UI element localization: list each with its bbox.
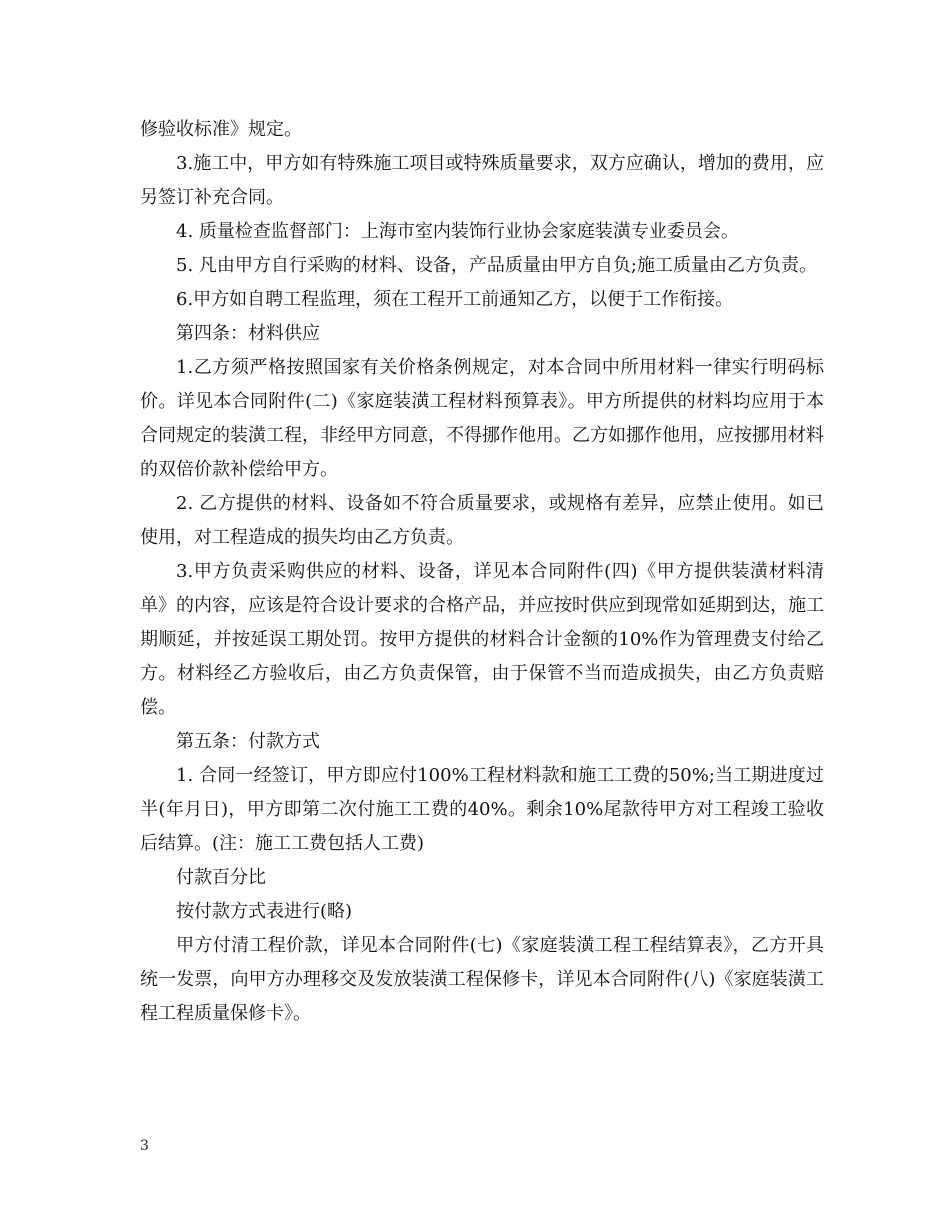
paragraph: 1. 合同一经签订，甲方即应付100%工程材料款和施工工费的50%;当工期进度过半(年月日)，甲方即第二次付施工工费的40%。剩余10%尾款待甲方对工程竣工验收后结算。(注：施工工费包括人工费)	[140, 765, 824, 854]
section-heading: 第四条：材料供应	[176, 323, 320, 344]
paragraph: 4. 质量检查监督部门：上海市室内装饰行业协会家庭装潢专业委员会。	[176, 221, 739, 242]
paragraph: 5. 凡由甲方自行采购的材料、设备，产品质量由甲方自负;施工质量由乙方负责。	[176, 255, 817, 276]
paragraph: 6.甲方如自聘工程监理，须在工程开工前通知乙方，以便于工作衔接。	[176, 289, 734, 310]
paragraph: 修验收标准》规定。	[140, 119, 302, 140]
paragraph: 3.甲方负责采购供应的材料、设备，详见本合同附件(四)《甲方提供装潢材料清单》的内容，应该是符合设计要求的合格产品，并应按时供应到现常如延期到达，施工期顺延，并按延误工期处罚。按甲方提供的材料合计金额的10%作为管理费支付给乙方。材料经乙方验收后，由乙方负责保管，由于保管不当而造成损失，由乙方负责赔偿。	[140, 561, 824, 718]
paragraph: 付款百分比	[176, 867, 266, 888]
page-number: 3	[140, 1138, 149, 1154]
document-body	[140, 113, 824, 1031]
paragraph: 3.施工中，甲方如有特殊施工项目或特殊质量要求，双方应确认，增加的费用，应另签订补充合同。	[140, 153, 824, 208]
paragraph: 甲方付清工程价款，详见本合同附件(七)《家庭装潢工程工程结算表》，乙方开具统一发票，向甲方办理移交及发放装潢工程保修卡，详见本合同附件(八)《家庭装潢工程工程质量保修卡》。	[140, 935, 824, 1024]
section-heading: 第五条：付款方式	[176, 731, 320, 752]
paragraph: 按付款方式表进行(略)	[176, 901, 353, 922]
paragraph: 1.乙方须严格按照国家有关价格条例规定，对本合同中所用材料一律实行明码标价。详见本合同附件(二)《家庭装潢工程材料预算表》。甲方所提供的材料均应用于本合同规定的装潢工程，非经甲方同意，不得挪作他用。乙方如挪作他用，应按挪用材料的双倍价款补偿给甲方。	[140, 357, 824, 480]
paragraph: 2. 乙方提供的材料、设备如不符合质量要求，或规格有差异，应禁止使用。如已使用，对工程造成的损失均由乙方负责。	[140, 493, 824, 548]
